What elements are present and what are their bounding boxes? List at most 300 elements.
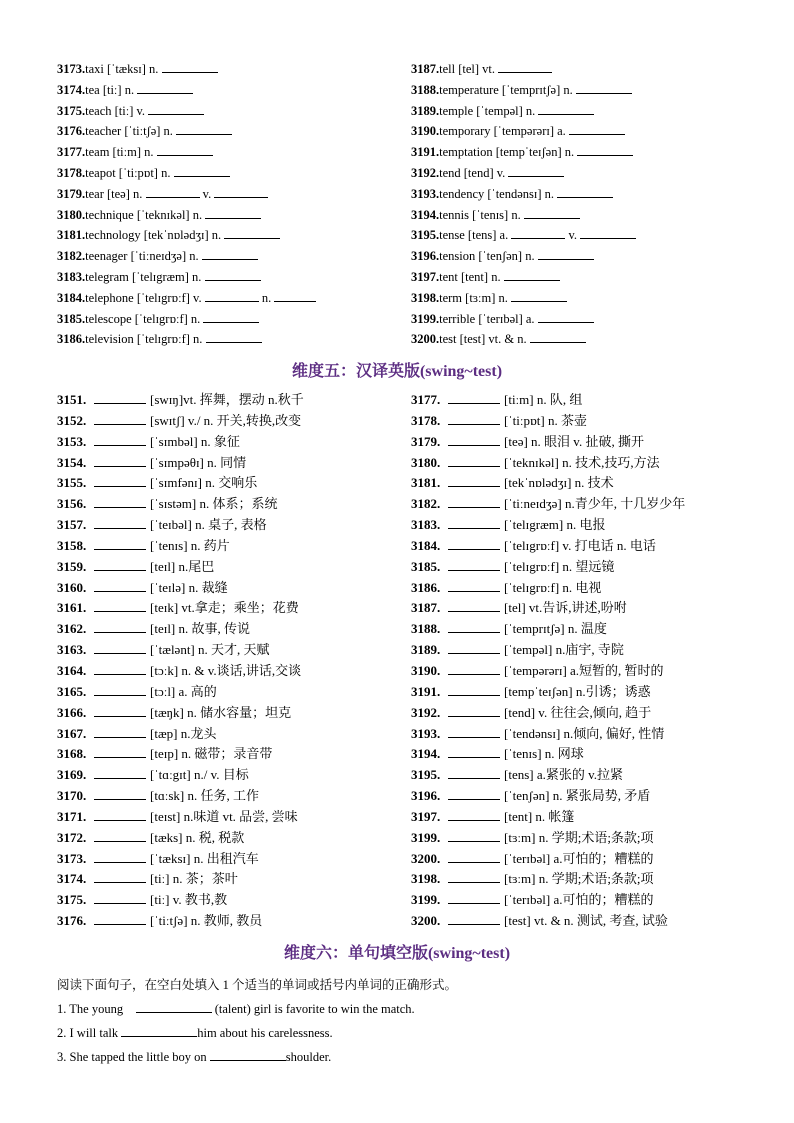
- answer-blank[interactable]: [448, 787, 500, 800]
- answer-blank[interactable]: [448, 433, 500, 446]
- translation-row: [411, 828, 685, 849]
- translation-row: [411, 536, 685, 557]
- answer-blank[interactable]: [94, 870, 146, 883]
- item-number: 3199.: [411, 311, 440, 326]
- translation-row: [57, 578, 304, 599]
- sentence-item: [57, 1024, 333, 1041]
- answer-blank[interactable]: [569, 122, 625, 135]
- translation-row: [57, 786, 304, 807]
- answer-blank[interactable]: [94, 787, 146, 800]
- item-number: 3166.: [57, 704, 87, 720]
- vocab-row: [411, 205, 636, 226]
- item-number: 3178.: [57, 165, 86, 180]
- item-number: 3158.: [57, 537, 87, 553]
- answer-blank[interactable]: [511, 226, 565, 239]
- vocab-extra-pos: v.: [202, 186, 212, 201]
- vocab-entry: tension [ˈtenʃən] n.: [439, 249, 535, 264]
- sentence-before: 1. The young: [57, 1002, 124, 1016]
- sentence-after: him about his carelessness.: [197, 1026, 333, 1040]
- vocab-row: [57, 101, 316, 122]
- translation-prompt: [ˈtiːtʃə] n. 教师, 教员: [150, 913, 263, 929]
- translation-row: [411, 598, 685, 619]
- translation-row: [411, 619, 685, 640]
- answer-blank[interactable]: [576, 81, 632, 94]
- translation-prompt: [tent] n. 帐篷: [504, 808, 575, 824]
- translation-row: [411, 744, 685, 765]
- translation-row: [57, 453, 304, 474]
- vocab-entry: telephone [ˈtelɪgrɒːf] v.: [85, 290, 202, 305]
- vocab-entry: tense [tens] a.: [439, 228, 509, 243]
- answer-blank[interactable]: [121, 1024, 197, 1037]
- answer-blank[interactable]: [448, 537, 500, 550]
- translation-prompt: [ˈtenʃən] n. 紧张局势, 矛盾: [504, 788, 651, 804]
- translation-prompt: [test] vt. & n. 测试, 考查, 试验: [504, 913, 668, 929]
- translation-prompt: [swɪtʃ] v./ n. 开关,转换,改变: [150, 412, 302, 428]
- answer-blank[interactable]: [94, 745, 146, 758]
- answer-blank[interactable]: [94, 474, 146, 487]
- answer-blank[interactable]: [448, 829, 500, 842]
- translation-prompt: [ˈtæksɪ] n. 出租汽车: [150, 850, 259, 866]
- item-number: 3186.: [57, 332, 86, 347]
- translation-prompt: [tæp] n.龙头: [150, 725, 217, 741]
- answer-blank[interactable]: [504, 268, 560, 281]
- answer-blank[interactable]: [94, 516, 146, 529]
- item-number: 3181.: [57, 228, 86, 243]
- answer-blank[interactable]: [94, 725, 146, 738]
- answer-blank[interactable]: [448, 662, 500, 675]
- item-number: 3168.: [57, 746, 87, 762]
- item-number: 3190.: [411, 124, 440, 139]
- translation-row: [411, 869, 685, 890]
- item-number: 3179.: [57, 186, 86, 201]
- translation-prompt: [tiːm] n. 队, 组: [504, 392, 583, 407]
- answer-blank[interactable]: [448, 620, 500, 633]
- item-number: 3165.: [57, 683, 87, 699]
- item-number: 3174.: [57, 82, 86, 97]
- answer-blank[interactable]: [498, 60, 552, 73]
- vocab-entry: teach [tiː] v.: [85, 103, 146, 118]
- item-number: 3183.: [57, 269, 86, 284]
- translation-row: [57, 432, 304, 453]
- item-number: 3185.: [57, 311, 86, 326]
- answer-blank[interactable]: [448, 412, 500, 425]
- answer-blank[interactable]: [202, 247, 258, 260]
- translation-row: [57, 411, 304, 432]
- translation-prompt: [tɔːl] a. 高的: [150, 683, 217, 699]
- translation-row: [57, 869, 304, 890]
- answer-blank[interactable]: [214, 185, 268, 198]
- answer-blank[interactable]: [206, 330, 262, 343]
- answer-blank[interactable]: [203, 310, 259, 323]
- translation-row: [57, 598, 304, 619]
- translation-prompt: [teɪp] n. 磁带；录音带: [150, 746, 273, 762]
- answer-blank[interactable]: [557, 185, 613, 198]
- translation-row: [57, 703, 304, 724]
- translation-prompt: [teə] n. 眼泪 v. 扯破, 撕开: [504, 433, 644, 449]
- item-number: 3192.: [411, 704, 441, 720]
- answer-blank[interactable]: [448, 870, 500, 883]
- item-number: 3181.: [411, 475, 441, 491]
- translation-prompt: [tiː] v. 教书,教: [150, 892, 228, 908]
- item-number: 3162.: [57, 621, 87, 637]
- section6-title: 维度六：单句填空版(swing~test): [283, 945, 511, 962]
- vocab-row: [57, 163, 316, 184]
- answer-blank[interactable]: [146, 185, 200, 198]
- translation-row: [411, 724, 685, 745]
- translation-row: [57, 536, 304, 557]
- answer-blank[interactable]: [508, 164, 564, 177]
- vocab-entry: team [tiːm] n.: [85, 145, 154, 160]
- vocab-entry: temporary [ˈtempərərɪ] a.: [439, 124, 566, 139]
- translation-row: [57, 661, 304, 682]
- translation-row: [411, 849, 685, 870]
- answer-blank[interactable]: [94, 829, 146, 842]
- answer-blank[interactable]: [94, 433, 146, 446]
- answer-blank[interactable]: [210, 1048, 286, 1061]
- answer-blank[interactable]: [157, 143, 213, 156]
- translation-prompt: [ˈteknɪkəl] n. 技术,技巧,方法: [504, 454, 660, 470]
- vocab-entry: television [ˈtelɪgrɒːf] n.: [85, 332, 203, 347]
- vocab-entry: telescope [ˈtelɪgrɒːf] n.: [85, 311, 201, 326]
- item-number: 3169.: [57, 767, 87, 783]
- vocab-row: [411, 59, 636, 80]
- translation-prompt: [ˈterɪbəl] a.可怕的；糟糕的: [504, 892, 654, 908]
- vocab-entry: tennis [ˈtenɪs] n.: [439, 207, 521, 222]
- item-number: 3194.: [411, 746, 441, 762]
- translation-prompt: [tɔːk] n. & v.谈话,讲话,交谈: [150, 662, 302, 678]
- vocab-row: [57, 267, 316, 288]
- item-number: 3195.: [411, 228, 440, 243]
- vocab-row: [411, 163, 636, 184]
- vocab-entry: technology [tekˈnɒlədʒɪ] n.: [85, 228, 222, 243]
- translation-row: [57, 828, 304, 849]
- translation-prompt: [tel] vt.告诉,讲述,吩咐: [504, 600, 627, 616]
- answer-blank[interactable]: [448, 891, 500, 904]
- vocab-row: [57, 309, 316, 330]
- translation-prompt: [ˈtelɪgrɒːf] n. 电视: [504, 579, 602, 595]
- answer-blank[interactable]: [94, 891, 146, 904]
- translation-prompt: [ˈsɪmbəl] n. 象征: [150, 433, 240, 449]
- translation-row: [57, 619, 304, 640]
- translation-row: [411, 661, 685, 682]
- vocab-entry: temple [ˈtempəl] n.: [439, 103, 536, 118]
- item-number: 3171.: [57, 808, 87, 824]
- item-number: 3153.: [57, 433, 87, 449]
- answer-blank[interactable]: [94, 620, 146, 633]
- vocab-row: [411, 101, 636, 122]
- answer-blank[interactable]: [448, 391, 500, 404]
- vocab-row: [411, 329, 636, 350]
- answer-blank[interactable]: [94, 454, 146, 467]
- translation-row: [57, 765, 304, 786]
- answer-blank[interactable]: [94, 850, 146, 863]
- answer-blank[interactable]: [174, 164, 230, 177]
- item-number: 3179.: [411, 433, 441, 449]
- vocab-row: [57, 142, 316, 163]
- item-number: 3200.: [411, 332, 440, 347]
- item-number: 3186.: [411, 579, 441, 595]
- answer-blank[interactable]: [205, 289, 259, 302]
- answer-blank[interactable]: [162, 60, 218, 73]
- answer-blank[interactable]: [538, 247, 594, 260]
- vocab-row: [411, 142, 636, 163]
- item-number: 3182.: [57, 249, 86, 264]
- answer-blank[interactable]: [448, 850, 500, 863]
- item-number: 3173.: [57, 850, 87, 866]
- vocab-entry: tear [teə] n.: [85, 186, 143, 201]
- item-number: 3177.: [411, 392, 441, 407]
- translation-row: [411, 703, 685, 724]
- answer-blank[interactable]: [94, 808, 146, 821]
- answer-blank[interactable]: [94, 412, 146, 425]
- item-number: 3175.: [57, 892, 87, 908]
- item-number: 3199.: [411, 892, 441, 908]
- item-number: 3178.: [411, 412, 441, 428]
- vocab-row: [57, 225, 316, 246]
- translation-row: [57, 911, 304, 932]
- answer-blank[interactable]: [148, 102, 204, 115]
- item-number: 3184.: [411, 537, 441, 553]
- answer-blank[interactable]: [94, 766, 146, 779]
- answer-blank[interactable]: [538, 102, 594, 115]
- translation-prompt: [ˈtenɪs] n. 药片: [150, 537, 230, 553]
- answer-blank[interactable]: [538, 310, 594, 323]
- answer-blank[interactable]: [448, 683, 500, 696]
- answer-blank[interactable]: [94, 683, 146, 696]
- answer-blank[interactable]: [94, 599, 146, 612]
- answer-blank[interactable]: [448, 641, 500, 654]
- translation-prompt: [tekˈnɒlədʒɪ] n. 技术: [504, 475, 614, 491]
- vocab-row: [57, 246, 316, 267]
- item-number: 3152.: [57, 412, 87, 428]
- answer-blank[interactable]: [448, 558, 500, 571]
- vocab-row: [57, 184, 316, 205]
- answer-blank[interactable]: [176, 122, 232, 135]
- vocab-row: [411, 184, 636, 205]
- answer-blank[interactable]: [94, 912, 146, 925]
- translation-prompt: [tɜːm] n. 学期;术语;条款;项: [504, 829, 654, 845]
- item-number: 3159.: [57, 558, 87, 574]
- translation-prompt: [tens] a.紧张的 v.拉紧: [504, 767, 624, 783]
- vocab-row: [57, 121, 316, 142]
- vocab-row: [411, 267, 636, 288]
- vocab-row: [411, 225, 636, 246]
- answer-blank[interactable]: [94, 537, 146, 550]
- answer-blank[interactable]: [448, 599, 500, 612]
- sentence-after: (talent) girl is favorite to win the match.: [214, 1002, 415, 1016]
- item-number: 3191.: [411, 145, 440, 160]
- vocab-entry: tendency [ˈtendənsɪ] n.: [439, 186, 555, 201]
- answer-blank[interactable]: [136, 1000, 212, 1013]
- vocab-row: [411, 80, 636, 101]
- item-number: 3190.: [411, 662, 441, 678]
- item-number: 3200.: [411, 850, 441, 866]
- item-number: 3188.: [411, 621, 441, 637]
- translation-row: [57, 807, 304, 828]
- item-number: 3185.: [411, 558, 441, 574]
- translation-row: [411, 765, 685, 786]
- translation-row: [57, 890, 304, 911]
- answer-blank[interactable]: [94, 579, 146, 592]
- item-number: 3176.: [57, 124, 86, 139]
- translation-row: [57, 640, 304, 661]
- translation-prompt: [ˈtendənsɪ] n.倾向, 偏好, 性情: [504, 725, 665, 741]
- translation-row: [57, 515, 304, 536]
- translation-prompt: [tempˈteɪʃən] n.引诱；诱惑: [504, 683, 651, 699]
- answer-blank[interactable]: [137, 81, 193, 94]
- vocab-row: [57, 80, 316, 101]
- sentence-item: [57, 1000, 415, 1017]
- item-number: 3170.: [57, 788, 87, 804]
- answer-blank[interactable]: [205, 206, 261, 219]
- item-number: 3164.: [57, 662, 87, 678]
- item-number: 3154.: [57, 454, 87, 470]
- translation-prompt: [ˈtempəl] n.庙宇, 寺院: [504, 642, 624, 658]
- translation-row: [411, 578, 685, 599]
- item-number: 3191.: [411, 683, 441, 699]
- translation-row: [57, 473, 304, 494]
- section5-right-column: [411, 390, 685, 932]
- vocab-entry: technique [ˈteknɪkəl] n.: [85, 207, 203, 222]
- item-number: 3200.: [411, 913, 441, 929]
- section6-instruction: 阅读下面句子，在空白处填入 1 个适当的单词或括号内单词的正确形式。: [57, 978, 458, 992]
- translation-prompt: [ˈtempərərɪ] a.短暂的, 暂时的: [504, 662, 664, 678]
- answer-blank[interactable]: [94, 641, 146, 654]
- answer-blank[interactable]: [448, 495, 500, 508]
- item-number: 3156.: [57, 496, 87, 512]
- answer-blank[interactable]: [205, 268, 261, 281]
- vocab-row: [57, 329, 316, 350]
- answer-blank[interactable]: [94, 704, 146, 717]
- translation-prompt: [ˈtiːpɒt] n. 茶壶: [504, 412, 587, 428]
- section5-left-column: [57, 390, 304, 932]
- item-number: 3161.: [57, 600, 87, 616]
- vocab-entry: terrible [ˈterɪbəl] a.: [439, 311, 535, 326]
- item-number: 3180.: [57, 207, 86, 222]
- vocab-row: [57, 205, 316, 226]
- translation-prompt: [ˈtiːneɪdʒə] n.青少年, 十几岁少年: [504, 496, 686, 512]
- translation-row: [411, 515, 685, 536]
- translation-prompt: [tɑːsk] n. 任务, 工作: [150, 788, 259, 804]
- translation-prompt: [ˈsɪmfənɪ] n. 交响乐: [150, 475, 258, 491]
- answer-blank[interactable]: [448, 745, 500, 758]
- answer-blank[interactable]: [94, 391, 146, 404]
- vocab-extra-pos: n.: [261, 290, 272, 305]
- item-number: 3189.: [411, 642, 441, 658]
- item-number: 3180.: [411, 454, 441, 470]
- answer-blank[interactable]: [448, 474, 500, 487]
- vocab-blank-left-column: [57, 59, 316, 350]
- translation-row: [57, 849, 304, 870]
- answer-blank[interactable]: [448, 704, 500, 717]
- translation-row: [57, 744, 304, 765]
- translation-prompt: [ˈteɪlə] n. 裁缝: [150, 579, 228, 595]
- vocab-row: [57, 288, 316, 309]
- translation-prompt: [ˈtenɪs] n. 网球: [504, 746, 584, 762]
- translation-prompt: [teɪl] n.尾巴: [150, 558, 215, 574]
- translation-prompt: [teɪst] n.味道 vt. 品尝, 尝味: [150, 808, 298, 824]
- item-number: 3176.: [57, 913, 87, 929]
- translation-prompt: [tiː] n. 茶；茶叶: [150, 871, 238, 887]
- sentence-item: [57, 1048, 331, 1065]
- item-number: 3163.: [57, 642, 87, 658]
- answer-blank[interactable]: [448, 454, 500, 467]
- answer-blank[interactable]: [94, 495, 146, 508]
- vocab-entry: tent [tent] n.: [439, 269, 501, 284]
- translation-prompt: [tɜːm] n. 学期;术语;条款;项: [504, 871, 654, 887]
- vocab-entry: teapot [ˈtiːpɒt] n.: [85, 165, 171, 180]
- translation-prompt: [ˈtɑːgɪt] n./ v. 目标: [150, 767, 249, 783]
- section5-title: 维度五：汉译英版(swing~test): [291, 363, 503, 380]
- answer-blank[interactable]: [580, 226, 636, 239]
- item-number: 3197.: [411, 808, 441, 824]
- translation-prompt: [ˈsɪstəm] n. 体系；系统: [150, 496, 278, 512]
- answer-blank[interactable]: [94, 662, 146, 675]
- answer-blank[interactable]: [530, 330, 586, 343]
- answer-blank[interactable]: [94, 558, 146, 571]
- item-number: 3193.: [411, 725, 441, 741]
- answer-blank[interactable]: [448, 766, 500, 779]
- vocab-row: [411, 309, 636, 330]
- item-number: 3189.: [411, 103, 440, 118]
- translation-row: [411, 473, 685, 494]
- translation-prompt: [tæŋk] n. 储水容量；坦克: [150, 704, 292, 720]
- translation-row: [411, 640, 685, 661]
- item-number: 3195.: [411, 767, 441, 783]
- vocab-entry: tea [tiː] n.: [85, 82, 135, 97]
- translation-row: [411, 494, 685, 515]
- vocab-entry: temptation [tempˈteɪʃən] n.: [439, 145, 575, 160]
- answer-blank[interactable]: [577, 143, 633, 156]
- vocab-entry: teenager [ˈtiːneɪdʒə] n.: [85, 249, 199, 264]
- answer-blank[interactable]: [511, 289, 567, 302]
- vocab-entry: taxi [ˈtæksɪ] n.: [85, 62, 159, 76]
- translation-row: [411, 411, 685, 432]
- translation-prompt: [ˈtælənt] n. 天才, 天赋: [150, 642, 270, 658]
- translation-prompt: [ˈsɪmpəθɪ] n. 同情: [150, 454, 247, 470]
- translation-row: [57, 682, 304, 703]
- answer-blank[interactable]: [448, 808, 500, 821]
- translation-prompt: [tæks] n. 税, 税款: [150, 829, 245, 845]
- vocab-entry: term [tɜːm] n.: [439, 290, 508, 305]
- item-number: 3182.: [411, 496, 441, 512]
- answer-blank[interactable]: [274, 289, 316, 302]
- item-number: 3197.: [411, 269, 440, 284]
- vocab-row: [57, 59, 316, 80]
- translation-row: [411, 807, 685, 828]
- item-number: 3172.: [57, 829, 87, 845]
- item-number: 3155.: [57, 475, 87, 491]
- translation-row: [57, 724, 304, 745]
- item-number: 3196.: [411, 249, 440, 264]
- translation-row: [411, 432, 685, 453]
- sentence-before: 3. She tapped the little boy on: [57, 1050, 207, 1064]
- translation-prompt: [ˈtemprɪtʃə] n. 温度: [504, 621, 607, 637]
- answer-blank[interactable]: [448, 912, 500, 925]
- answer-blank[interactable]: [224, 226, 280, 239]
- sentence-after: shoulder.: [285, 1050, 332, 1064]
- answer-blank[interactable]: [448, 725, 500, 738]
- vocab-row: [411, 288, 636, 309]
- item-number: 3177.: [57, 145, 86, 160]
- answer-blank[interactable]: [448, 516, 500, 529]
- answer-blank[interactable]: [524, 206, 580, 219]
- translation-prompt: [tend] v. 往往会,倾向, 趋于: [504, 704, 652, 720]
- translation-prompt: [ˈtelɪgrɒːf] v. 打电话 n. 电话: [504, 537, 656, 553]
- vocab-entry: teacher [ˈtiːtʃə] n.: [85, 124, 173, 139]
- item-number: 3187.: [411, 62, 440, 76]
- answer-blank[interactable]: [448, 579, 500, 592]
